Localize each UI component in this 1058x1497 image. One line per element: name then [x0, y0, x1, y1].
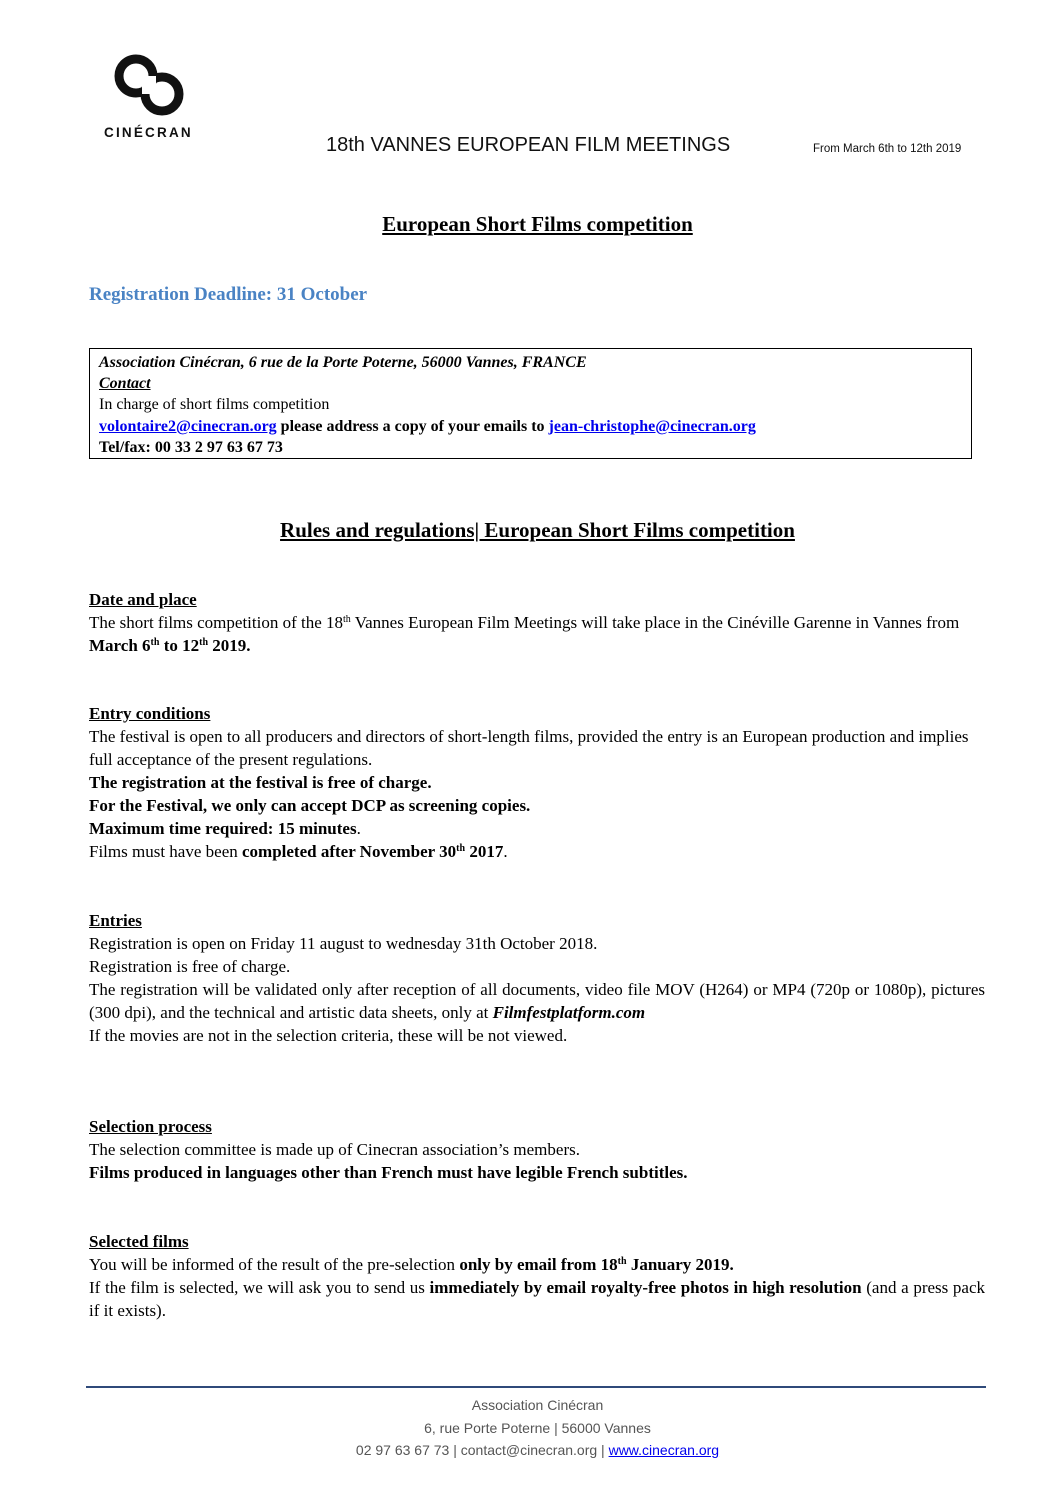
platform-name: Filmfestplatform.com — [492, 1003, 646, 1022]
contact-address: Association Cinécran, 6 rue de la Porte Poterne, 56000 Vannes, FRANCE — [99, 354, 587, 371]
section-entry-conditions — [89, 702, 985, 863]
contact-label: Contact — [99, 375, 151, 393]
sup: th — [617, 1256, 627, 1267]
sup: th — [199, 637, 209, 648]
section-text: The festival is open to all producers and directors of short-length films, provided the entry is an European production and implies full acceptance of the present regulations. — [89, 727, 969, 769]
contact-emails — [99, 416, 971, 437]
section-selection-process — [89, 1115, 985, 1184]
section-date-place — [89, 588, 985, 657]
text-span: If the film is selected, we will ask you to send us — [89, 1278, 430, 1297]
text-span: Films must have been — [89, 842, 242, 861]
selection-line-2: Films produced in languages other than French must have legible French subtitles. — [89, 1163, 688, 1182]
entries-line-3 — [89, 978, 985, 1024]
text-span: Vannes European Film Meetings will take place in the Cinéville Garenne in Vannes from — [350, 613, 960, 632]
contact-box — [89, 348, 972, 459]
text-span: . — [356, 819, 361, 838]
line-completed — [89, 840, 985, 863]
footer-association: Association Cinécran — [471, 1397, 604, 1413]
contact-telfax: Tel/fax: 00 33 2 97 63 67 73 — [99, 438, 283, 456]
rules-title: Rules and regulations| European Short Films competition — [280, 518, 795, 542]
sup: th — [343, 614, 351, 625]
email-link-volontaire[interactable]: volontaire2@cinecran.org — [99, 417, 277, 435]
bold-span: Maximum time required: 15 minutes — [89, 819, 357, 838]
section-selected-films — [89, 1230, 985, 1322]
entries-line-2: Registration is free of charge. — [89, 957, 291, 976]
bold-span: 2017 — [465, 842, 504, 861]
bold-span: only by email from 18 — [459, 1255, 618, 1274]
section-heading: Selected films — [89, 1232, 189, 1251]
line-free: The registration at the festival is free of charge. — [89, 773, 432, 792]
text-span: (and a press pack if it exists). — [89, 1278, 986, 1320]
festival-dates: From March 6th to 12th 2019 — [813, 143, 962, 155]
selection-line-1: The selection committee is made up of Cinecran association’s members. — [89, 1140, 580, 1159]
email-text: please address a copy of your emails to — [276, 417, 549, 435]
bold-span: to 12 — [159, 636, 200, 655]
section-entries — [89, 909, 985, 1047]
sup: th — [456, 843, 466, 854]
contact-in-charge: In charge of short films competition — [99, 396, 330, 414]
entries-line-1: Registration is open on Friday 11 august to wednesday 31th October 2018. — [89, 934, 598, 953]
line-dcp: For the Festival, we only can accept DCP as screening copies. — [89, 796, 531, 815]
section-heading: Entry conditions — [89, 704, 211, 723]
bold-span: 2019. — [208, 636, 251, 655]
text-span: You will be informed of the result of the pre-selection — [89, 1255, 460, 1274]
text-span: 02 97 63 67 73 | contact@cinecran.org | — [355, 1442, 609, 1458]
meetings-title: 18th VANNES EUROPEAN FILM MEETINGS — [326, 134, 731, 156]
logo-wordmark: CINÉCRAN — [104, 125, 193, 140]
page-title: European Short Films competition — [382, 212, 693, 236]
text-span: The short films competition of the 18 — [89, 613, 344, 632]
selected-line-2 — [89, 1276, 985, 1322]
footer-divider — [86, 1386, 986, 1388]
bold-span: January 2019. — [626, 1255, 734, 1274]
section-heading: Date and place — [89, 590, 197, 609]
section-text — [89, 611, 985, 657]
bold-span: completed after November 30 — [241, 842, 457, 861]
line-max — [89, 817, 985, 840]
email-link-jean-christophe[interactable]: jean-christophe@cinecran.org — [548, 417, 756, 435]
section-heading: Selection process — [89, 1117, 212, 1136]
text-span: . — [503, 842, 508, 861]
website-link[interactable]: www.cinecran.org — [608, 1442, 720, 1458]
section-heading: Entries — [89, 911, 142, 930]
bold-span: March 6 — [89, 636, 151, 655]
footer — [0, 1394, 1058, 1462]
registration-deadline: Registration Deadline: 31 October — [89, 284, 368, 305]
footer-address: 6, rue Porte Poterne | 56000 Vannes — [424, 1419, 651, 1436]
text-span: The registration will be validated only after reception of all documents, video file MOV (H264) or MP4 (720p or 1080p), pictures (300 dpi), and the technical and artistic data sheets, only at — [89, 980, 985, 1022]
cinecran-logo — [112, 54, 188, 116]
footer-contact — [0, 1439, 1058, 1462]
entries-line-4: If the movies are not in the selection criteria, these will be not viewed. — [89, 1026, 568, 1045]
selected-line-1 — [89, 1253, 985, 1276]
bold-span: immediately by email royalty-free photos in high resolution — [429, 1278, 862, 1297]
sup: th — [150, 637, 160, 648]
